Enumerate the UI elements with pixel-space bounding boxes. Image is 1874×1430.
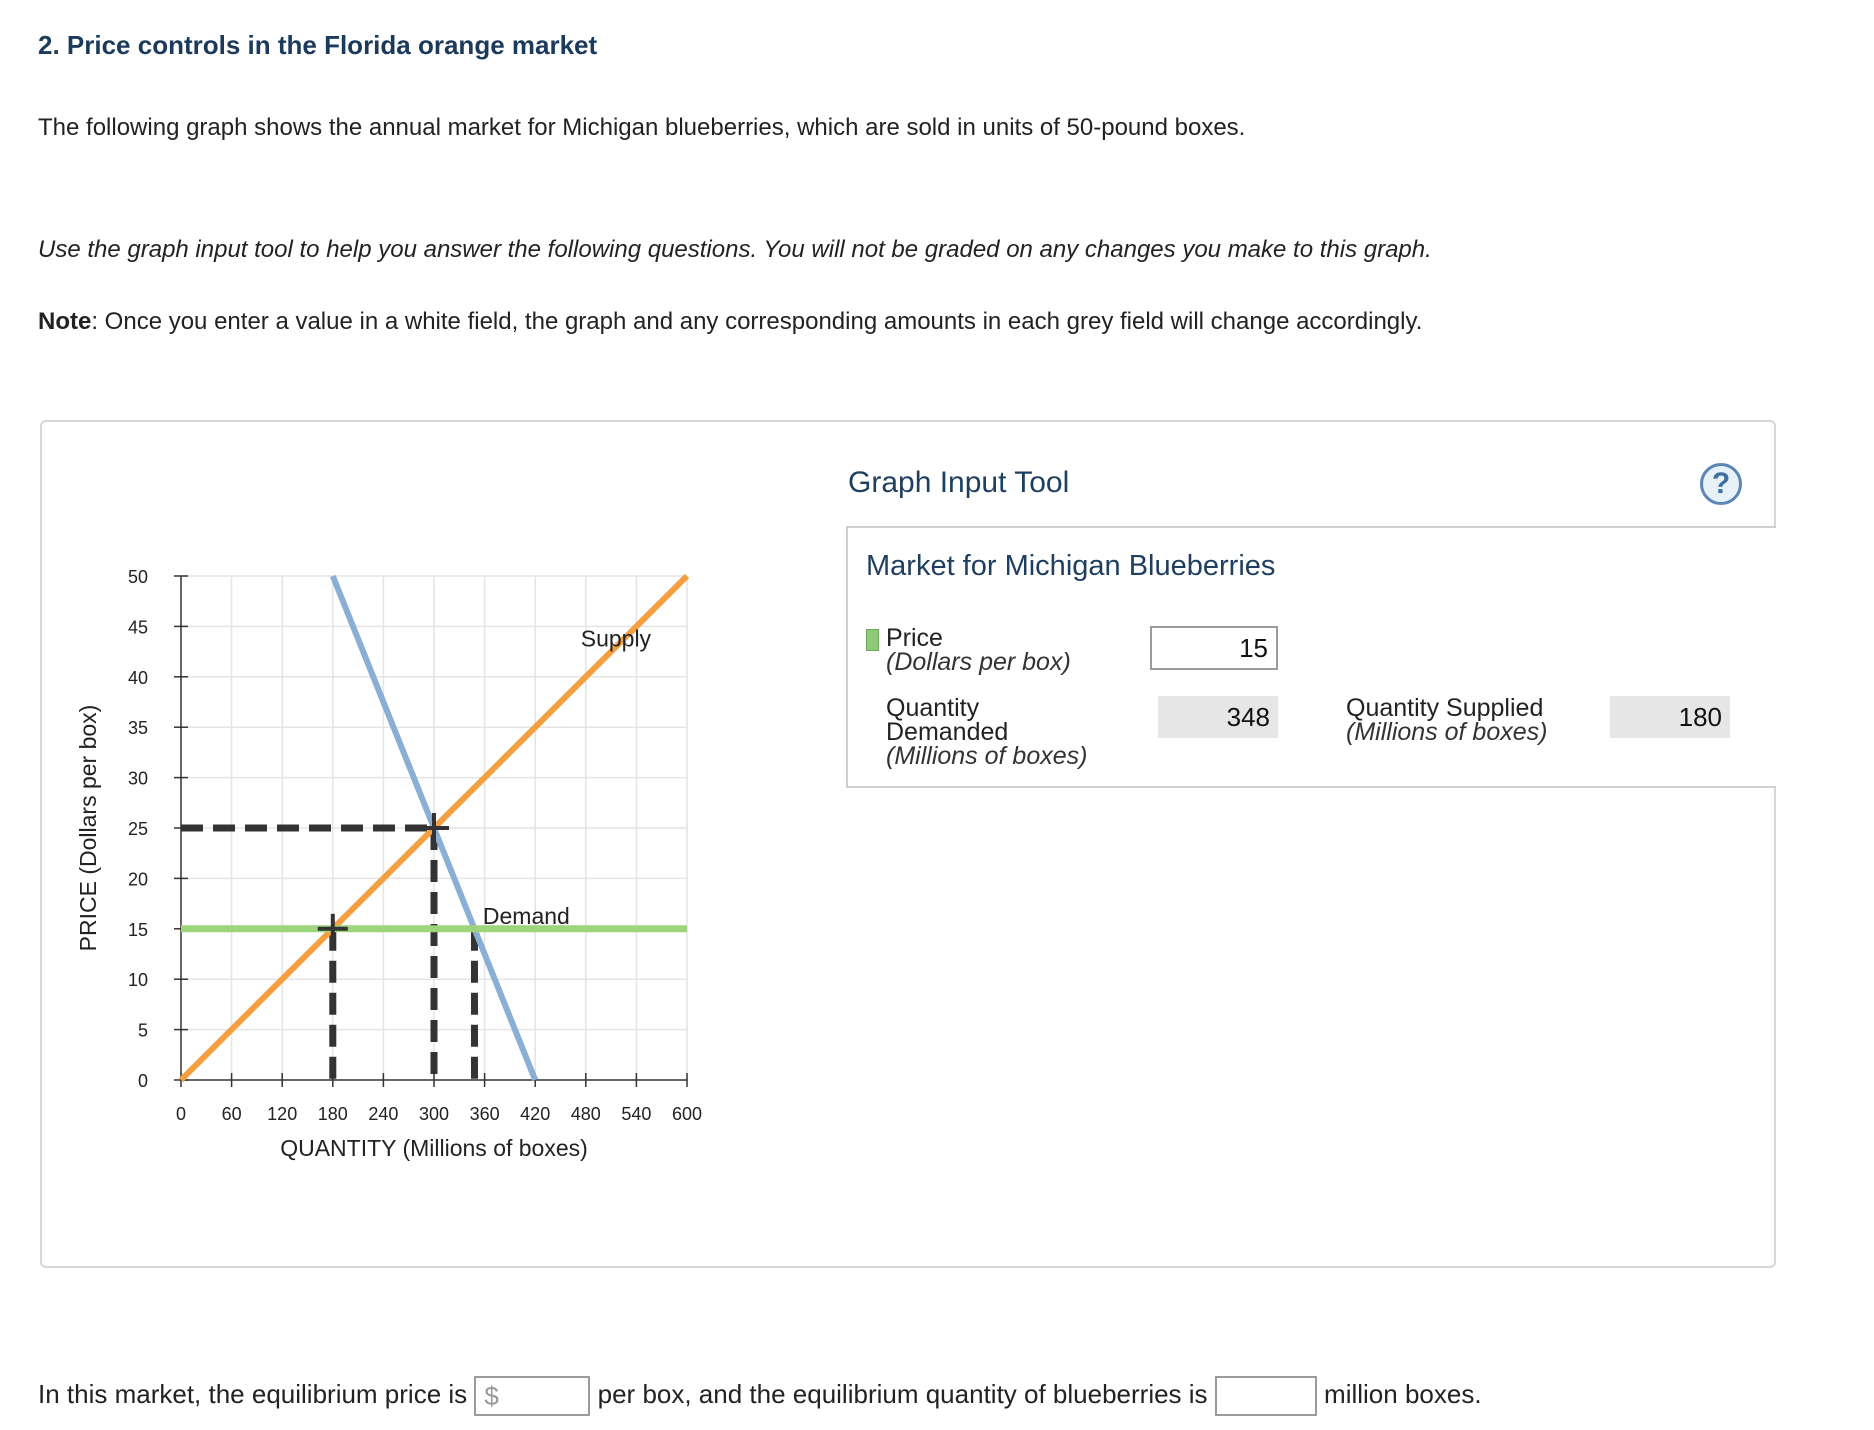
y-tick-label: 35: [127, 718, 148, 739]
answer-text-3: million boxes.: [1324, 1378, 1482, 1409]
graph-input-tool-title: Graph Input Tool: [848, 466, 1070, 499]
currency-symbol: $: [484, 1381, 499, 1411]
x-tick-label: 600: [671, 1104, 703, 1124]
y-tick-label: 15: [127, 919, 148, 940]
y-tick-label: 20: [127, 869, 148, 890]
y-tick-label: 40: [127, 667, 148, 688]
x-tick-label: 120: [267, 1104, 298, 1124]
qs-unit: (Millions of boxes): [1346, 718, 1548, 746]
x-tick-label: 60: [221, 1104, 242, 1124]
instruction-text: Use the graph input tool to help you answer the following questions. You will not be graded on any changes you make to this graph.: [38, 236, 1432, 263]
price-input[interactable]: [1150, 626, 1278, 670]
x-tick-label: 360: [469, 1104, 500, 1124]
price-swatch-icon: [866, 629, 879, 651]
note-paragraph: [38, 308, 1422, 336]
dash-layer: [181, 828, 474, 1080]
y-tick-label: 10: [127, 970, 148, 991]
y-tick-label: 50: [127, 567, 148, 587]
x-tick-label: 300: [418, 1104, 450, 1124]
market-title: Market for Michigan Blueberries: [866, 550, 1276, 582]
demand-label: Demand: [482, 902, 570, 929]
answer-text-1: In this market, the equilibrium price is: [38, 1378, 468, 1409]
market-graph[interactable]: [60, 540, 760, 1180]
y-tick-label: 30: [127, 768, 148, 789]
price-unit: (Dollars per box): [886, 648, 1071, 676]
x-tick-label: 420: [520, 1104, 551, 1124]
y-tick-label: 5: [137, 1020, 148, 1041]
equilibrium-price-input[interactable]: [474, 1376, 590, 1416]
answer-text-2: per box, and the equilibrium quantity of blueberries is: [597, 1378, 1208, 1409]
x-tick-label: 240: [368, 1104, 399, 1124]
note-label: Note: [38, 308, 92, 335]
y-tick-label: 25: [127, 819, 148, 839]
x-tick-label: 0: [175, 1104, 187, 1124]
qd-label-1: Quantity: [886, 694, 980, 722]
y-axis-title: PRICE (Dollars per box): [75, 704, 101, 952]
note-text: : Once you enter a value in a white field, the graph and any corresponding amounts in each grey field will change accordingly.: [91, 308, 1423, 335]
question-title: 2. Price controls in the Florida orange market: [38, 30, 598, 60]
x-tick-label: 480: [570, 1104, 601, 1124]
help-icon[interactable]: ?: [1700, 463, 1742, 505]
x-tick-label: 180: [317, 1104, 348, 1124]
quantity-supplied-value: 180: [1610, 696, 1730, 738]
y-tick-label: 0: [137, 1071, 148, 1091]
equilibrium-quantity-input[interactable]: [1215, 1376, 1317, 1416]
supply-label: Supply: [580, 625, 652, 652]
qd-unit: (Millions of boxes): [886, 742, 1088, 770]
intro-text: The following graph shows the annual market for Michigan blueberries, which are sold in units of 50-pound boxes.: [38, 114, 1246, 141]
price-label: Price: [886, 624, 943, 652]
x-tick-label: 540: [621, 1104, 652, 1124]
qd-label-2: Demanded: [886, 718, 1009, 746]
qs-label: Quantity Supplied: [1346, 694, 1544, 722]
answer-sentence: [38, 1376, 1482, 1416]
y-tick-label: 45: [127, 617, 148, 638]
quantity-demanded-value: 348: [1158, 696, 1278, 738]
x-axis-title: QUANTITY (Millions of boxes): [280, 1135, 588, 1161]
